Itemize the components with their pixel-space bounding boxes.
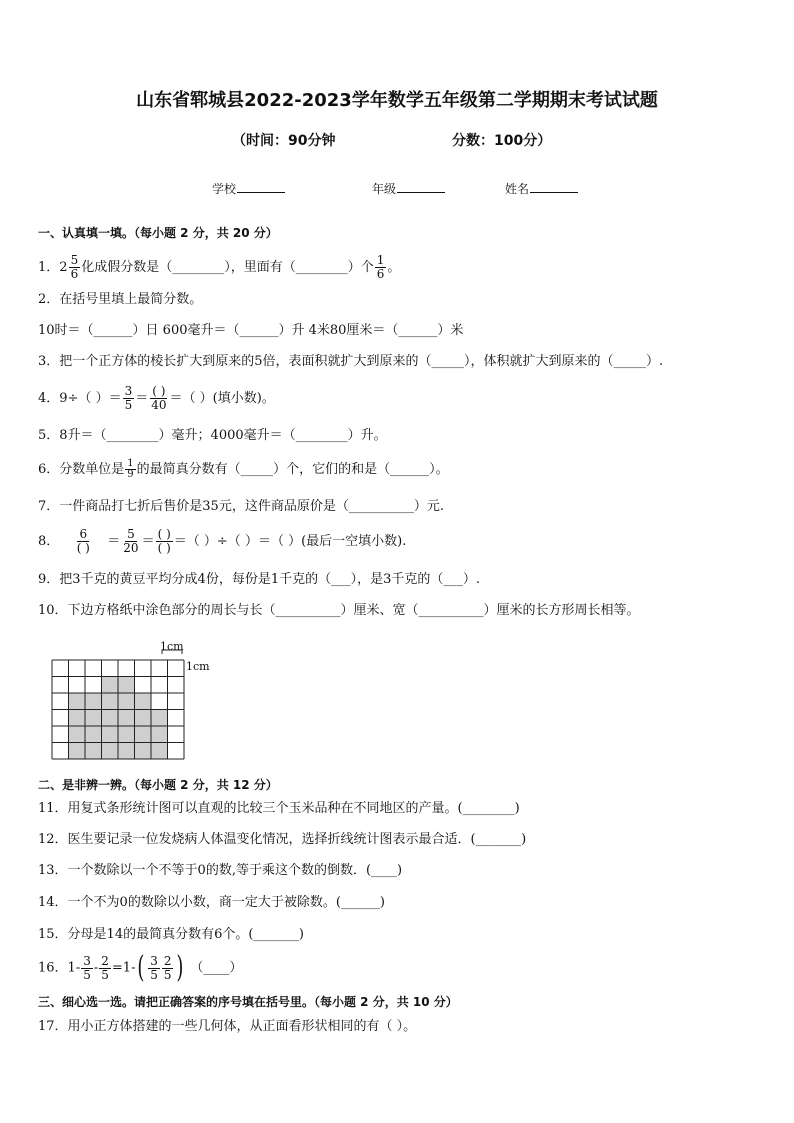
section-1-heading: 一、认真填一填。（每小题 2 分，共 20 分） bbox=[38, 226, 278, 240]
question-16: 16．1- $\frac{3}{5}$ - $\frac{2}{5}$ =1-( $\frac{3}{5}$ $\frac{2}{5}$ ) （____） bbox=[38, 950, 243, 985]
name-field[interactable] bbox=[505, 180, 578, 197]
question-4: 4．9÷（ ）＝ $\frac{3}{5}$ ＝ $\frac{( )}{40}$ ＝（ ）(填小数)。 bbox=[38, 384, 275, 412]
shaded-cell bbox=[135, 743, 152, 760]
shaded-cell bbox=[135, 693, 152, 710]
shaded-cell bbox=[118, 693, 135, 710]
shaded-cell bbox=[69, 743, 86, 760]
shaded-cell bbox=[151, 743, 168, 760]
shaded-cell bbox=[102, 693, 119, 710]
question-1: 1．2 $\frac{5}{6}$ 化成假分数是（________），里面有（________）个 $\frac{1}{6}$ 。 bbox=[38, 253, 401, 281]
question-10: 10．下边方格纸中涂色部分的周长与长（__________）厘米、宽（__________）厘米的长方形周长相等。 bbox=[38, 603, 640, 618]
grade-field[interactable] bbox=[372, 180, 445, 197]
shaded-cell bbox=[85, 693, 102, 710]
total-score: 分数：100分） bbox=[452, 133, 552, 149]
shaded-cell bbox=[102, 743, 119, 760]
question-7: 7．一件商品打七折后售价是35元，这件商品原价是（__________）元. bbox=[38, 499, 444, 514]
time-limit: （时间：90分钟 bbox=[232, 133, 336, 149]
shaded-cell bbox=[85, 726, 102, 743]
shaded-cell bbox=[102, 726, 119, 743]
shaded-cell bbox=[118, 677, 135, 694]
school-blank[interactable] bbox=[237, 182, 285, 193]
shaded-cell bbox=[102, 677, 119, 694]
school-label: 学校 bbox=[212, 182, 237, 196]
grade-blank[interactable] bbox=[397, 182, 445, 193]
question-14: 14．一个不为0的数除以小数，商一定大于被除数。(______) bbox=[38, 895, 385, 910]
grid-figure bbox=[50, 640, 220, 760]
question-2-blanks: 10时＝（______）日 600毫升＝（______）升 4米80厘米＝（______）米 bbox=[38, 323, 464, 338]
shaded-cell bbox=[135, 710, 152, 727]
shaded-cell bbox=[85, 743, 102, 760]
question-2: 2．在括号里填上最简分数。 bbox=[38, 292, 203, 307]
cm-label-side: 1cm bbox=[186, 660, 210, 673]
question-17: 17．用小正方体搭建的一些几何体，从正面看形状相同的有（ ）。 bbox=[38, 1019, 417, 1034]
question-5: 5．8升＝（________）毫升；4000毫升＝（________）升。 bbox=[38, 428, 387, 443]
shaded-cell bbox=[69, 693, 86, 710]
question-6: 6．分数单位是 $\frac{1}{9}$ 的最简真分数有（_____）个，它们的和是（______）。 bbox=[38, 458, 449, 480]
shaded-cell bbox=[151, 726, 168, 743]
cm-label-top: 1cm bbox=[160, 640, 184, 653]
shaded-cell bbox=[118, 710, 135, 727]
shaded-cell bbox=[69, 726, 86, 743]
question-11: 11．用复式条形统计图可以直观的比较三个玉米品种在不同地区的产量。(________) bbox=[38, 801, 520, 816]
question-3: 3．把一个正方体的棱长扩大到原来的5倍，表面积就扩大到原来的（_____），体积就扩大到原来的（_____）. bbox=[38, 354, 664, 369]
school-field[interactable] bbox=[212, 180, 285, 197]
question-9: 9．把3千克的黄豆平均分成4份，每份是1千克的（___），是3千克的（___）. bbox=[38, 572, 480, 587]
unit-fraction: $\frac{1}{6}$ bbox=[376, 253, 385, 281]
question-13: 13．一个数除以一个不等于0的数,等于乘这个数的倒数．(____) bbox=[38, 863, 403, 878]
shaded-cell bbox=[102, 710, 119, 727]
shaded-cell bbox=[85, 710, 102, 727]
page-title: 山东省郓城县2022-2023学年数学五年级第二学期期末考试试题 bbox=[136, 90, 658, 111]
question-8: 8． $\frac{6}{( )}$ ＝ $\frac{5}{20}$ ＝ $\frac{( )}{( )}$ ＝（ ）÷（ ）＝（ ）(最后一空填小数). bbox=[38, 527, 407, 555]
grade-label: 年级 bbox=[372, 182, 397, 196]
shaded-cell bbox=[69, 710, 86, 727]
grid-paper bbox=[50, 640, 220, 760]
question-12: 12．医生要记录一位发烧病人体温变化情况，选择折线统计图表示最合适．(_______) bbox=[38, 832, 527, 847]
question-15: 15．分母是14的最简真分数有6个。(_______) bbox=[38, 927, 304, 942]
shaded-cell bbox=[151, 710, 168, 727]
name-blank[interactable] bbox=[530, 182, 578, 193]
shaded-cell bbox=[135, 726, 152, 743]
section-3-heading: 三、细心选一选。请把正确答案的序号填在括号里。（每小题 2 分，共 10 分） bbox=[38, 995, 458, 1009]
name-label: 姓名 bbox=[505, 182, 530, 196]
shaded-cell bbox=[118, 726, 135, 743]
shaded-cell bbox=[118, 743, 135, 760]
section-2-heading: 二、是非辨一辨。（每小题 2 分，共 12 分） bbox=[38, 778, 278, 792]
mixed-fraction: $\frac{5}{6}$ bbox=[70, 253, 79, 281]
